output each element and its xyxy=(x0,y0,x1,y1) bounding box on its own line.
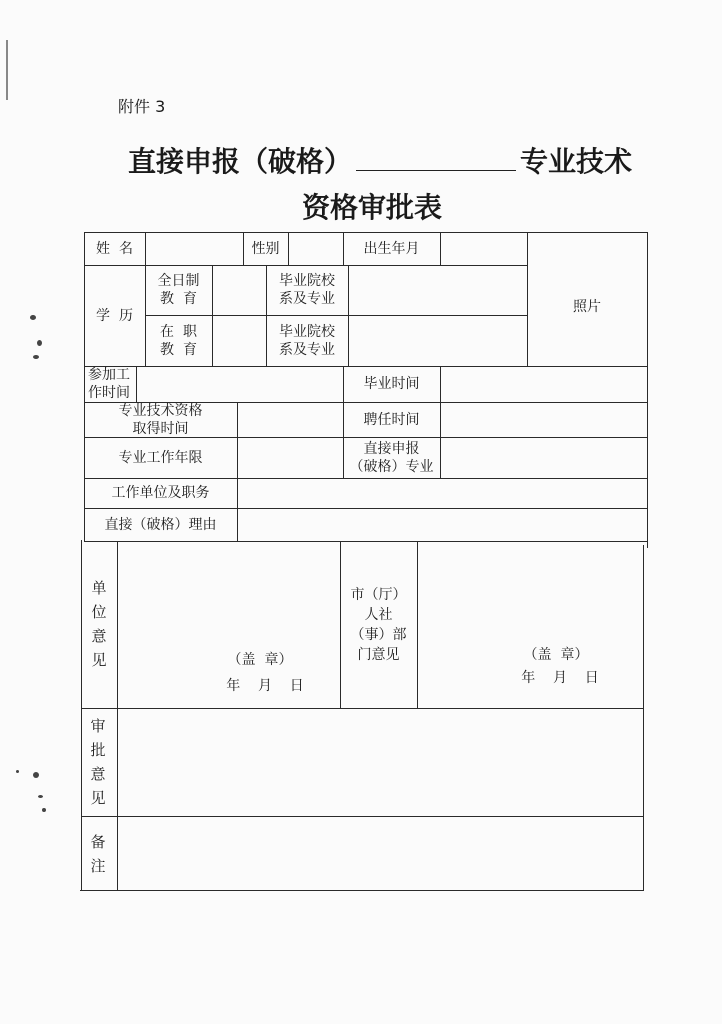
form-title-line2: 资格审批表 xyxy=(302,191,443,224)
label-gender: 性别 xyxy=(251,240,280,257)
unit-seal-label: （盖 章） xyxy=(227,652,293,668)
table-border-right-top xyxy=(647,232,648,548)
table-border-left-bottom xyxy=(81,540,82,890)
label-hr-opinion: 市（厅） 人社 （事）部 门意见 xyxy=(350,587,407,663)
unit-date-label: 年 月 日 xyxy=(226,678,304,694)
fulltime-education-field[interactable] xyxy=(212,265,266,315)
label-grad-time: 毕业时间 xyxy=(363,376,420,392)
label-direct-major: 直接申报 （破格）专业 xyxy=(349,440,434,475)
school-major-1-field[interactable] xyxy=(348,265,527,315)
remarks-field[interactable] xyxy=(117,816,643,890)
label-education: 学 历 xyxy=(96,307,133,324)
parttime-education-field[interactable] xyxy=(212,315,266,366)
photo-box[interactable]: 照片 xyxy=(573,299,601,315)
label-name: 姓 名 xyxy=(96,240,133,257)
label-school-major-2: 毕业院校 系及专业 xyxy=(279,323,335,358)
table-border-right-bottom xyxy=(643,545,644,890)
qualification-time-field[interactable] xyxy=(237,402,343,437)
hr-date-label: 年 月 日 xyxy=(521,670,599,686)
label-unit-opinion: 单 位 意 见 xyxy=(91,579,107,669)
label-appoint-time: 聘任时间 xyxy=(363,411,420,428)
name-field[interactable] xyxy=(145,232,243,265)
label-fulltime-education: 全日制 教 育 xyxy=(157,273,200,307)
label-unit-position: 工作单位及职务 xyxy=(111,485,210,501)
label-school-major-1: 毕业院校 系及专业 xyxy=(279,273,335,307)
label-remarks: 备 注 xyxy=(90,833,106,875)
appoint-time-field[interactable] xyxy=(440,402,647,437)
label-work-start: 参加工 作时间 xyxy=(88,367,130,401)
approval-opinion-field[interactable] xyxy=(117,708,643,816)
label-reason: 直接（破格）理由 xyxy=(104,516,217,533)
attachment-label: 附件 3 xyxy=(118,97,166,116)
direct-major-field[interactable] xyxy=(440,437,647,478)
title-suffix: 专业技术 xyxy=(520,145,633,178)
label-work-years: 专业工作年限 xyxy=(118,449,203,466)
label-birth: 出生年月 xyxy=(363,240,420,257)
label-approval-opinion: 审 批 意 见 xyxy=(90,717,106,807)
label-parttime-education: 在 职 教 育 xyxy=(160,323,197,358)
gender-field[interactable] xyxy=(288,232,343,265)
reason-field[interactable] xyxy=(237,508,647,541)
school-major-2-field[interactable] xyxy=(348,315,527,366)
unit-position-field[interactable] xyxy=(237,478,647,508)
title-blank-field[interactable] xyxy=(356,148,516,171)
grad-time-field[interactable] xyxy=(440,366,647,402)
hr-seal-label: （盖 章） xyxy=(523,647,589,663)
work-start-field[interactable] xyxy=(136,366,343,402)
label-qualification-time: 专业技术资格 取得时间 xyxy=(118,402,203,437)
birth-field[interactable] xyxy=(440,232,527,265)
table-border-bottom xyxy=(80,890,644,891)
work-years-field[interactable] xyxy=(237,437,343,478)
title-prefix: 直接申报（破格） xyxy=(128,145,353,178)
form-title-line1 xyxy=(128,140,632,180)
